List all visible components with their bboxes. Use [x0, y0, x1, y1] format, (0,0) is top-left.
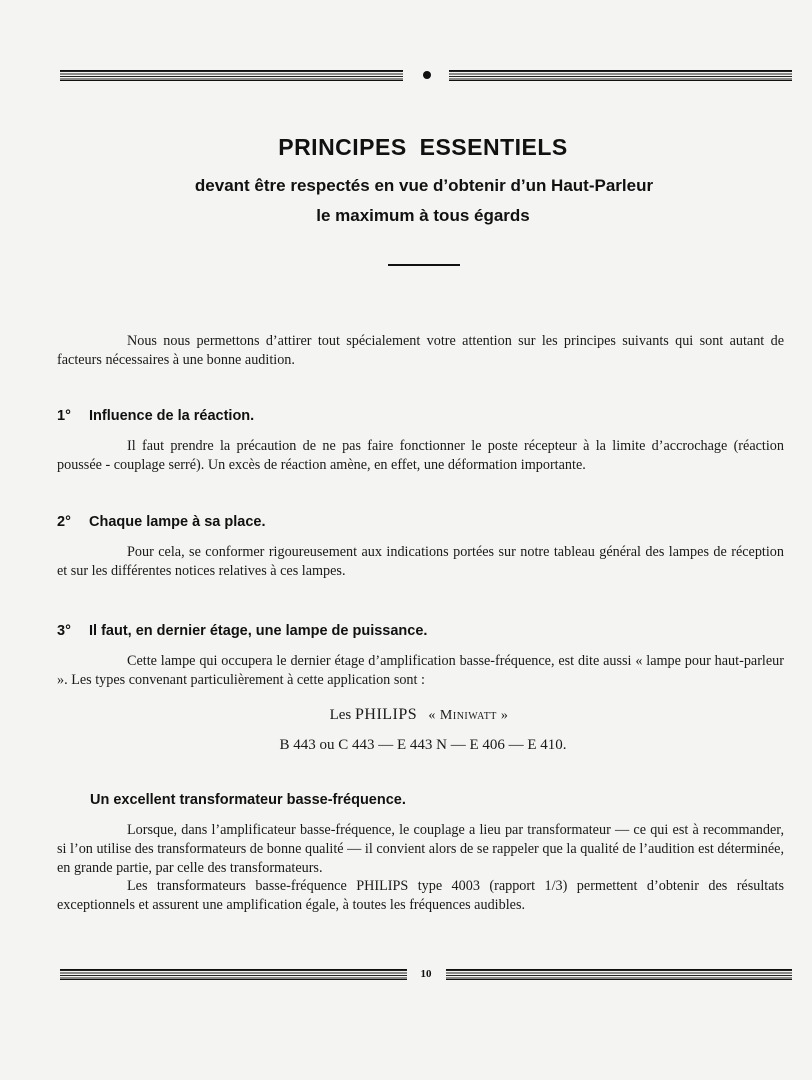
section-body-1: Il faut prendre la précaution de ne pas faire fonctionner le poste récepteur à la limite d’accrochage (réaction poussée - couplage serré). Un excès de réaction amène, en effet, une déformation importante.	[57, 438, 784, 473]
lamp-prefix: Les	[329, 707, 352, 723]
section-title: Chaque lampe à sa place.	[89, 514, 266, 530]
section-title: Il faut, en dernier étage, une lampe de puissance.	[89, 623, 428, 639]
lamp-brand-line	[0, 706, 812, 724]
section-heading-1	[57, 408, 254, 424]
page-title: PRINCIPES ESSENTIELS	[278, 134, 568, 160]
title-divider	[388, 264, 460, 266]
section-heading-3	[57, 623, 427, 639]
section-body-2: Pour cela, se conformer rigoureusement aux indications portées sur notre tableau général des lampes de réception et sur les différentes notices relatives à ces lampes.	[57, 544, 784, 579]
top-rule-left	[60, 70, 403, 81]
section-title: Influence de la réaction.	[89, 408, 255, 424]
lamp-types-line: B 443 ou C 443 — E 443 N — E 406 — E 410.	[279, 737, 567, 753]
bottom-ornament-rule	[60, 964, 792, 984]
subtitle-line-2: le maximum à tous égards	[316, 206, 530, 225]
intro-paragraph: Nous nous permettons d’attirer tout spécialement votre attention sur les principes suivants qui sont autant de facteurs nécessaires à une bonne audition.	[57, 333, 784, 368]
section-heading-2	[57, 514, 266, 530]
section-number: 1°	[57, 408, 71, 424]
transformer-paragraph-1: Lorsque, dans l’amplificateur basse-fréquence, le couplage a lieu par transformateur — ce qui est à recommander, si l’on utilise des transformateurs de bonne qualité — il convient alors de se rappeler que la qualité de l’audition est déterminée, en grande partie, par celle des transformateurs.	[57, 822, 784, 876]
lamp-series: « Miniwatt »	[428, 708, 509, 723]
section-number: 2°	[57, 514, 71, 530]
top-ornament-rule	[60, 66, 792, 84]
page-number: 10	[420, 968, 432, 980]
section-body-3: Cette lampe qui occupera le dernier étage d’amplification basse-fréquence, est dite aussi « lampe pour haut-parleur ». Les types convenant particulièrement à cette application sont :	[57, 653, 784, 688]
subtitle-line-1: devant être respectés en vue d’obtenir d’un Haut-Parleur	[194, 176, 654, 195]
brand-name: PHILIPS	[354, 706, 418, 723]
section-number: 3°	[57, 623, 71, 639]
bottom-rule-right	[446, 969, 793, 980]
transformer-heading: Un excellent transformateur basse-fréquence.	[90, 792, 406, 808]
ornament-dot	[423, 71, 431, 79]
bottom-rule-left	[60, 969, 407, 980]
transformer-paragraph-2: Les transformateurs basse-fréquence PHILIPS type 4003 (rapport 1/3) permettent d’obtenir des résultats exceptionnels et assurent une amplification égale, à toutes les fréquences audibles.	[57, 878, 784, 913]
top-rule-right	[449, 70, 792, 81]
